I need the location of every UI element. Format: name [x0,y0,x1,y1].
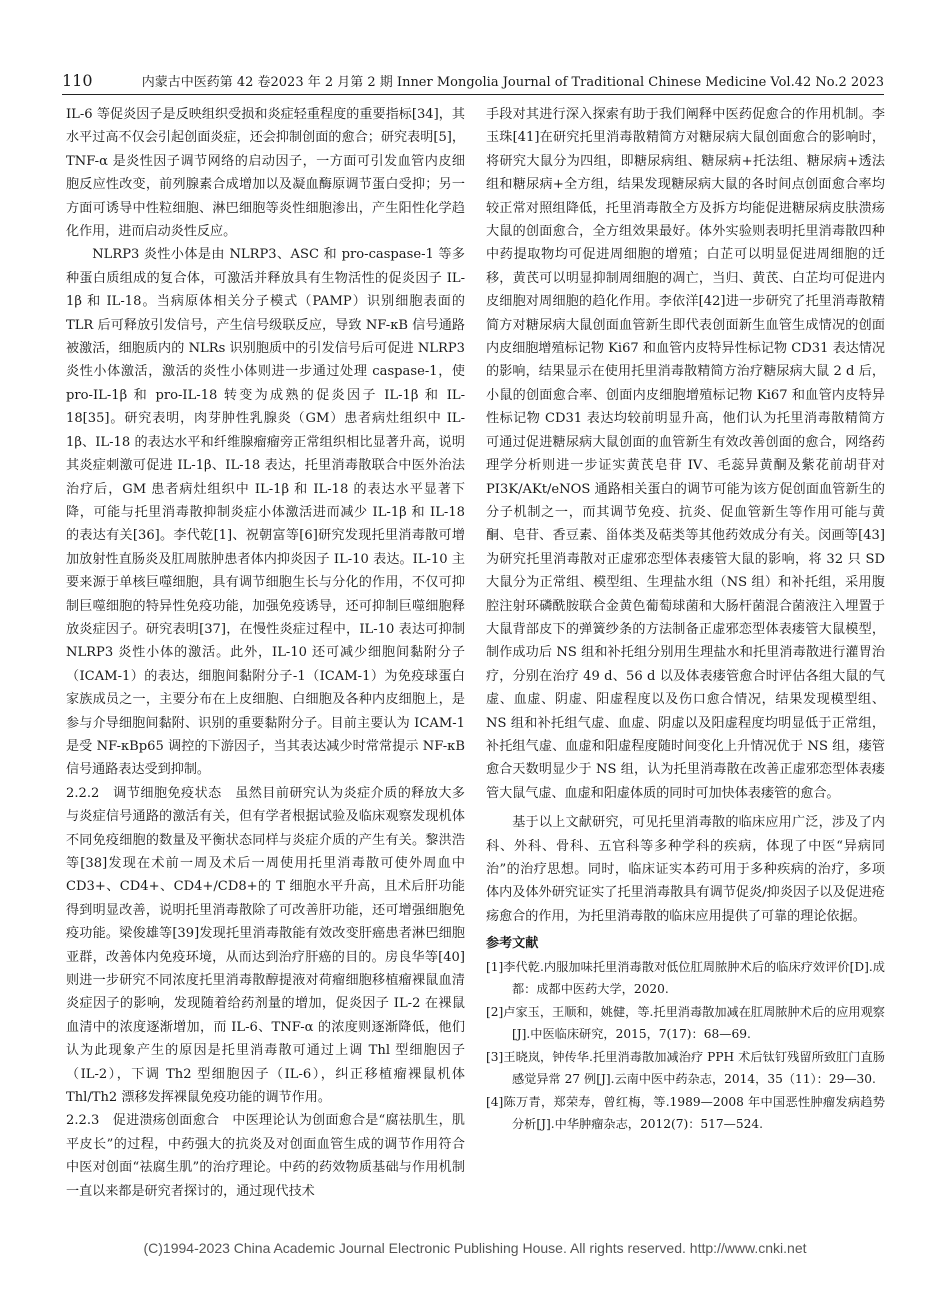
paragraph: IL-6 等促炎因子是反映组织受损和炎症轻重程度的重要指标[34]，其水平过高不仅会引起创面炎症，还会抑制创面的愈合；研究表明[5]，TNF-α 是炎性因子调节网络的启动因子，一方面可引发血管内皮细胞反应性改变，前列腺素合成增加以及凝血酶原调节蛋白受抑；另一方面可诱导中性粒细胞、淋巴细胞等炎性细胞渗出，产生阳性化学趋化作用，进而启动炎性反应。 [66,107,465,240]
copyright-footer: (C)1994-2023 China Academic Journal Electronic Publishing House. All rights reserved. http://www.cnki.net [143,1240,807,1256]
reference-item: [3]王晓岚，钟传华.托里消毒散加减治疗 PPH 术后钛钉残留所致肛门直肠感觉异常 27 例[J].云南中医中药杂志，2014，35（11）：29—30. [486,1049,885,1087]
reference-list [486,956,885,1136]
section-heading: 2.2.3 促进溃疡创面愈合 [66,1113,233,1129]
paragraph-text: 中医理论认为创面愈合是“腐祛肌生，肌平皮长”的过程，中药强大的抗炎及对创面血管生成的调节作用符合中医对创面“祛腐生肌”的治疗理论。中药的药效物质基础与作用机制一直以来都是研究者探讨的，通过现代技术 [66,1113,465,1199]
reference-item: [2]卢家玉，王顺和，姚健，等.托里消毒散加减在肛周脓肿术后的应用观察[J].中医临床研究，2015，7(17)：68—69. [486,1004,885,1042]
running-title: 内蒙古中医药第 42 卷2023 年 2 月第 2 期 Inner Mongolia Journal of Traditional Chinese Medicine Vol.42 No.2 2023 [141,74,884,90]
left-column [66,103,465,1203]
references-title: 参考文献 [486,936,539,952]
paragraph: NLRP3 炎性小体是由 NLRP3、ASC 和 pro-caspase-1 等多种蛋白质组成的复合体，可激活并释放具有生物活性的促炎因子 IL-1β 和 IL-18。当病原体相关分子模式（PAMP）识别细胞表面的 TLR 后可释放引发信号，产生信号级联反应，导致 NF-κB 信号通路被激活，细胞质内的 NLRs 识别胞质中的引发信号后可促进 NLRP3 炎性小体激活，激活的炎性小体则进一步通过处理 caspase-1，使 pro-IL-1β 和 pro-IL-18 转变为成熟的促炎因子 IL-1β 和 IL-18[35]。研究表明，肉芽肿性乳腺炎（GM）患者病灶组织中 IL-1β、IL-18 的表达水平和纤维腺瘤瘤旁正常组织相比显著升高，说明其炎症刺激可促进 IL-1β、IL-18 表达，托里消毒散联合中医外治法治疗后，GM 患者病灶组织中 IL-1β 和 IL-18 的表达水平显著下降，可能与托里消毒散抑制炎症小体激活进而减少 IL-1β 和 IL-18 的表达有关[36]。李代乾[1]、祝朝富等[6]研究发现托里消毒散可增加放射性直肠炎及肛周脓肿患者体内抑炎因子 IL-10 表达。IL-10 主要来源于单核巨噬细胞，具有调节细胞生长与分化的作用，不仅可抑制巨噬细胞的特异性免疫功能，加强免疫诱导，还可抑制巨噬细胞释放炎症因子。研究表明[37]，在慢性炎症过程中，IL-10 表达可抑制 NLRP3 炎性小体的激活。此外，IL-10 还可减少细胞间黏附分子（ICAM-1）的表达，细胞间黏附分子-1（ICAM-1）为免疫球蛋白家族成员之一，主要分布在上皮细胞、白细胞及各种内皮细胞上，是参与介导细胞间黏附、识别的重要黏附分子。目前主要认为 ICAM-1 是受 NF-κBp65 调控的下游因子，当其表达减少时常常提示 NF-κB 信号通路表达受到抑制。 [66,247,465,778]
page-header [62,68,884,95]
paragraph [66,1109,465,1203]
reference-item: [4]陈万青，郑荣寿，曾红梅，等.1989—2008 年中国恶性肿瘤发病趋势分析[J].中华肿瘤杂志，2012(7)：517—524. [486,1094,885,1132]
page-number: 110 [62,70,93,90]
section-heading: 2.2.2 调节细胞免疫状态 [66,785,236,801]
paragraph: 手段对其进行深入探索有助于我们阐释中医药促愈合的作用机制。李玉珠[41]在研究托里消毒散精简方对糖尿病大鼠创面愈合的影响时，将研究大鼠分为四组，即糖尿病组、糖尿病+托法组、糖尿病+透法组和糖尿病+全方组，结果发现糖尿病大鼠的各时间点创面愈合率均较正常对照组降低，托里消毒散全方及拆方均能促进糖尿病皮肤溃疡大鼠的创面愈合，全方组效果最好。体外实验则表明托里消毒散四种中药提取物均可促进周细胞的增殖；白芷可以明显促进周细胞的迁移，黄芪可以明显抑制周细胞的凋亡，当归、黄芪、白芷均可促进内皮细胞对周细胞的趋化作用。李依洋[42]进一步研究了托里消毒散精简方对糖尿病大鼠创面血管新生即代表创面新生血管生成情况的创面内皮细胞增殖标记物 Ki67 和血管内皮特异性标记物 CD31 表达情况的影响，结果显示在使用托里消毒散精简方治疗糖尿病大鼠 2 d 后，小鼠的创面愈合率、创面内皮细胞增殖标记物 Ki67 和血管内皮特异性标记物 CD31 表达均较前明显升高，他们认为托里消毒散精简方可通过促进糖尿病大鼠创面的血管新生有效改善创面的愈合，网络药理学分析则进一步证实黄芪皂苷 IV、毛蕊异黄酮及紫花前胡苷对 PI3K/AKt/eNOS 通路相关蛋白的调节可能为该方促创面血管新生的分子机制之一，而其调节免疫、抗炎、促血管新生等作用可能与黄酮、皂苷、香豆素、甾体类及萜类等其他药效成分有关。闵画等[43]为研究托里消毒散对正虚邪恋型体表瘘管大鼠的影响，将 32 只 SD 大鼠分为正常组、模型组、生理盐水组（NS 组）和补托组，采用腹腔注射环磷酰胺联合金黄色葡萄球菌和大肠杆菌混合菌液注入埋置于大鼠背部皮下的弹簧纱条的方法制备正虚邪恋型体表瘘管大鼠模型，制作成功后 NS 组和补托组分别用生理盐水和托里消毒散进行灌胃治疗，分别在治疗 49 d、56 d 以及体表瘘管愈合时评估各组大鼠的气虚、血虚、阴虚、阳虚程度以及伤口愈合情况，结果发现模型组、NS 组和补托组气虚、血虚、阴虚以及阳虚程度均明显低于正常组，补托组气虚、血虚和阳虚程度随时间变化上升情况优于 NS 组，瘘管愈合天数明显少于 NS 组，认为托里消毒散在改善正虚邪恋型体表瘘管大鼠气虚、血虚和阳虚体质的同时可加快体表瘘管的愈合。 [486,107,885,801]
right-column [486,103,885,1136]
reference-item: [1]李代乾.内服加味托里消毒散对低位肛周脓肿术后的临床疗效评价[D].成都：成都中医药大学，2020. [486,959,885,997]
paragraph-text: 虽然目前研究认为炎症介质的释放大多与炎症信号通路的激活有关，但有学者根据试验及临床观察发现机体不同免疫细胞的数量及平衡状态同样与炎症介质的产生有关。黎洪浩等[38]发现在术前一周及术后一周使用托里消毒散可使外周血中 CD3+、CD4+、CD4+/CD8+的 T 细胞水平升高，且术后肝功能得到明显改善，说明托里消毒散除了可改善肝功能，还可增强细胞免疫功能。梁俊雄等[39]发现托里消毒散能有效改变肝癌患者淋巴细胞亚群，改善体内免疫环境，从而达到治疗肝癌的目的。房良华等[40]则进一步研究不同浓度托里消毒散醇提液对荷瘤细胞移植瘤裸鼠血清炎症因子的影响，发现随着给药剂量的增加，促炎因子 IL-2 在裸鼠血清中的浓度逐渐增加，而 IL-6、TNF-α 的浓度则逐渐降低，他们认为此现象产生的原因是托里消毒散可通过上调 Thl 型细胞因子（IL-2），下调 Th2 型细胞因子（IL-6），纠正移植瘤裸鼠机体 Thl/Th2 漂移发挥裸鼠免疫功能的调节作用。 [66,785,465,1106]
paragraph: 基于以上文献研究，可见托里消毒散的临床应用广泛，涉及了内科、外科、骨科、五官科等多种学科的疾病，体现了中医“异病同治”的治疗思想。同时，临床证实本药可用于多种疾病的治疗，多项体内及体外研究证实了托里消毒散具有调节促炎/抑炎因子以及促进疮疡愈合的作用，为托里消毒散的临床应用提供了可靠的理论依据。 [486,815,885,924]
paragraph [66,782,465,1110]
